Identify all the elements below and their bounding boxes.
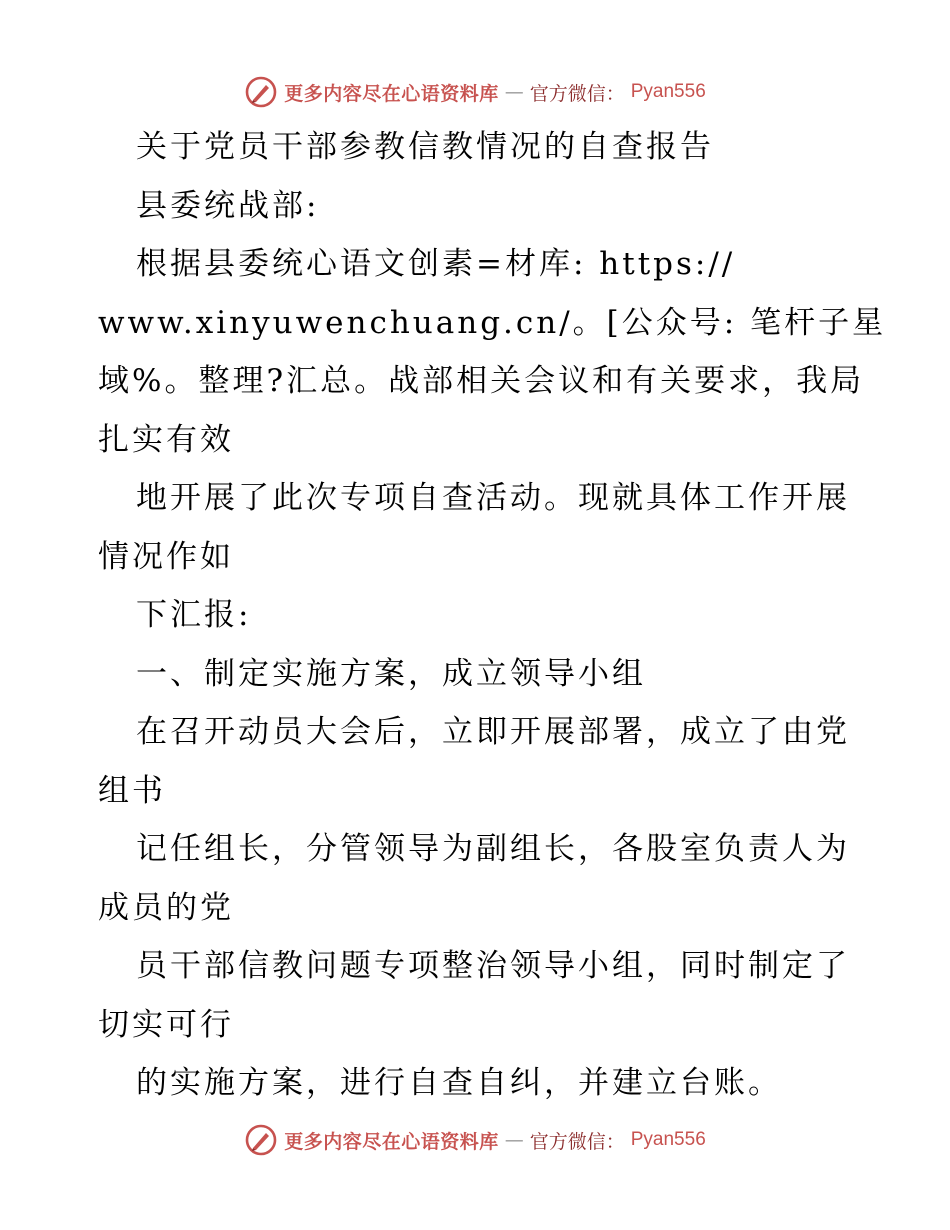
header-watermark xyxy=(0,72,950,112)
document-line: 在召开动员大会后，立即开展部署，成立了由党 xyxy=(136,714,850,750)
pen-circle-logo-icon xyxy=(244,1123,278,1157)
watermark-separator: — xyxy=(504,1129,524,1151)
document-line: www.xinyuwenchuang.cn/。[公众号: 笔杆子星 xyxy=(98,304,887,341)
pen-circle-logo-icon xyxy=(244,75,278,109)
watermark-official-label: 官方微信： xyxy=(529,82,625,105)
watermark-official-label: 官方微信： xyxy=(529,1130,625,1153)
document-line: 成员的党 xyxy=(98,889,234,926)
document-line: 记任组长，分管领导为副组长，各股室负责人为 xyxy=(136,831,850,867)
watermark-main-text: 更多内容尽在心语资料库 xyxy=(284,1130,499,1153)
document-line: 县委统战部: xyxy=(136,187,320,224)
watermark-wechat-id: Pyan556 xyxy=(630,1129,706,1150)
watermark-main-text: 更多内容尽在心语资料库 xyxy=(284,82,499,105)
document-line: 的实施方案，进行自查自纠，并建立台账。 xyxy=(136,1065,782,1101)
document-line: 组书 xyxy=(98,772,166,809)
document-line: 员干部信教问题专项整治领导小组，同时制定了 xyxy=(136,948,850,984)
document-line: 情况作如 xyxy=(98,538,234,575)
document-body xyxy=(98,118,887,1113)
document-line: 切实可行 xyxy=(98,1006,234,1043)
document-line: 下汇报: xyxy=(136,597,252,633)
document-line: 根据县委统心语文创素=材库: https:// xyxy=(136,246,736,282)
section-heading: 一、制定实施方案，成立领导小组 xyxy=(136,655,646,692)
document-title: 关于党员干部参教信教情况的自查报告 xyxy=(136,129,714,165)
document-line: 扎实有效 xyxy=(98,421,234,458)
footer-watermark xyxy=(0,1120,950,1160)
watermark-wechat-id: Pyan556 xyxy=(630,81,706,102)
watermark-separator: — xyxy=(504,81,524,103)
document-line: 地开展了此次专项自查活动。现就具体工作开展 xyxy=(136,480,850,516)
document-line: 域%。整理?汇总。战部相关会议和有关要求，我局 xyxy=(98,363,865,399)
